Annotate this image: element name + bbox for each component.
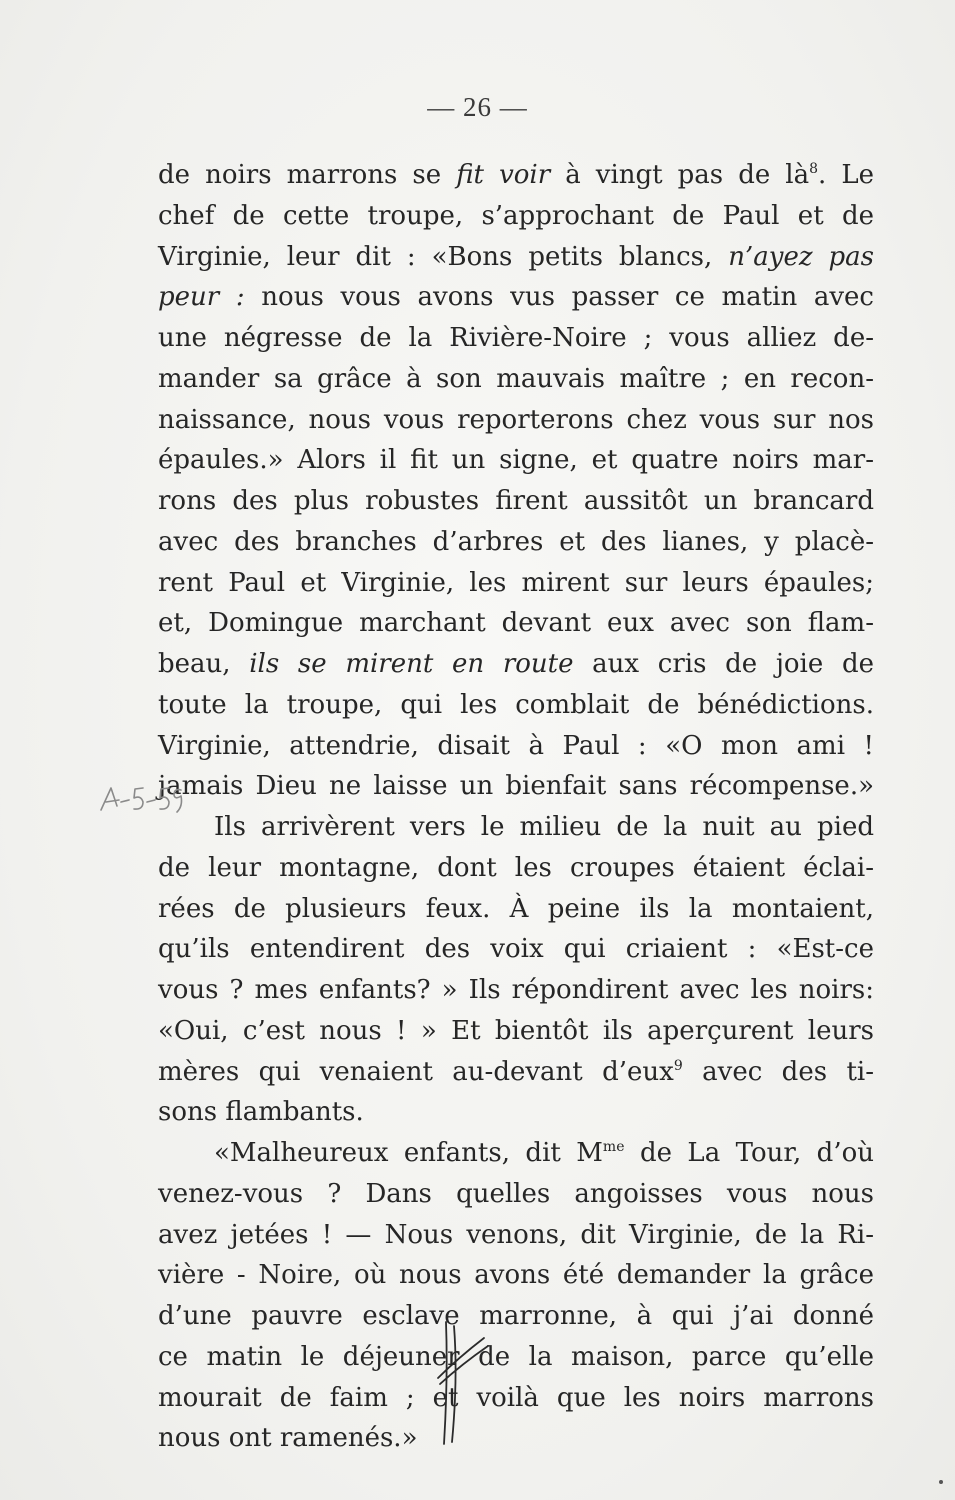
text-line: avez jetées ! — Nous venons, dit Virginie, de la Ri- xyxy=(158,1220,874,1250)
text-line: ce matin le déjeuner de la maison, parce qu’elle xyxy=(158,1342,874,1372)
text-line: chef de cette troupe, s’approchant de Paul et de xyxy=(158,201,874,231)
text-line: rent Paul et Virginie, les mirent sur leurs épaules; xyxy=(158,568,874,598)
text-line: avec des branches d’arbres et des lianes, y placè- xyxy=(158,527,874,557)
text-line: rées de plusieurs feux. À peine ils la montaient, xyxy=(158,894,874,924)
text-line: jamais Dieu ne laisse un bienfait sans récompense.» xyxy=(158,771,874,801)
ink-pen-mark xyxy=(428,1318,498,1448)
text-line: venez-vous ? Dans quelles angoisses vous nous xyxy=(158,1179,874,1209)
text-line: rons des plus robustes firent aussitôt un brancard xyxy=(158,486,874,516)
text-line: épaules.» Alors il fit un signe, et quatre noirs mar- xyxy=(158,445,874,475)
text-line: de leur montagne, dont les croupes étaient éclai- xyxy=(158,853,874,883)
text-line: «Oui, c’est nous ! » Et bientôt ils aperçurent leurs xyxy=(158,1016,874,1046)
text-line: mourait de faim ; et voilà que les noirs marrons xyxy=(158,1383,874,1413)
text-line: Ils arrivèrent vers le milieu de la nuit au pied xyxy=(214,812,874,842)
text-line: nous ont ramenés.» xyxy=(158,1423,418,1453)
text-line: vous ? mes enfants? » Ils répondirent avec les noirs: xyxy=(158,975,874,1005)
text-line: et, Domingue marchant devant eux avec son flam- xyxy=(158,608,874,638)
text-line: Virginie, attendrie, disait à Paul : «O mon ami ! xyxy=(158,731,874,761)
text-line: d’une pauvre esclave marronne, à qui j’ai donné xyxy=(158,1301,874,1331)
text-line: mander sa grâce à son mauvais maître ; en recon- xyxy=(158,364,874,394)
text-line: toute la troupe, qui les comblait de bénédictions. xyxy=(158,690,874,720)
text-line: de noirs marrons se fit voir à vingt pas de $là^8$. Le xyxy=(158,160,875,190)
text-line: mères qui venaient au-devant d’eux$^9$ avec des ti- xyxy=(158,1057,875,1087)
text-line: peur : nous vous avons vus passer ce matin avec xyxy=(158,282,874,312)
text-line: une négresse de la Rivière-Noire ; vous alliez de- xyxy=(158,323,874,353)
handwritten-margin-annotation xyxy=(97,780,189,822)
text-line: beau, ils se mirent en route aux cris de joie de xyxy=(158,649,874,679)
text-line: sons flambants. xyxy=(158,1097,364,1127)
text-line: vière - Noire, où nous avons été demander la grâce xyxy=(158,1260,874,1290)
page-number: — 26 — xyxy=(427,92,528,122)
paper-speck xyxy=(939,1480,943,1484)
text-line: qu’ils entendirent des voix qui criaient : «Est-ce xyxy=(158,934,874,964)
text-line: «Malheureux enfants, dit $M^{me}$ de La Tour, d’où xyxy=(214,1138,874,1168)
text-line: naissance, nous vous reporterons chez vous sur nos xyxy=(158,405,874,435)
text-line: Virginie, leur dit : «Bons petits blancs, n’ayez pas xyxy=(158,242,875,272)
